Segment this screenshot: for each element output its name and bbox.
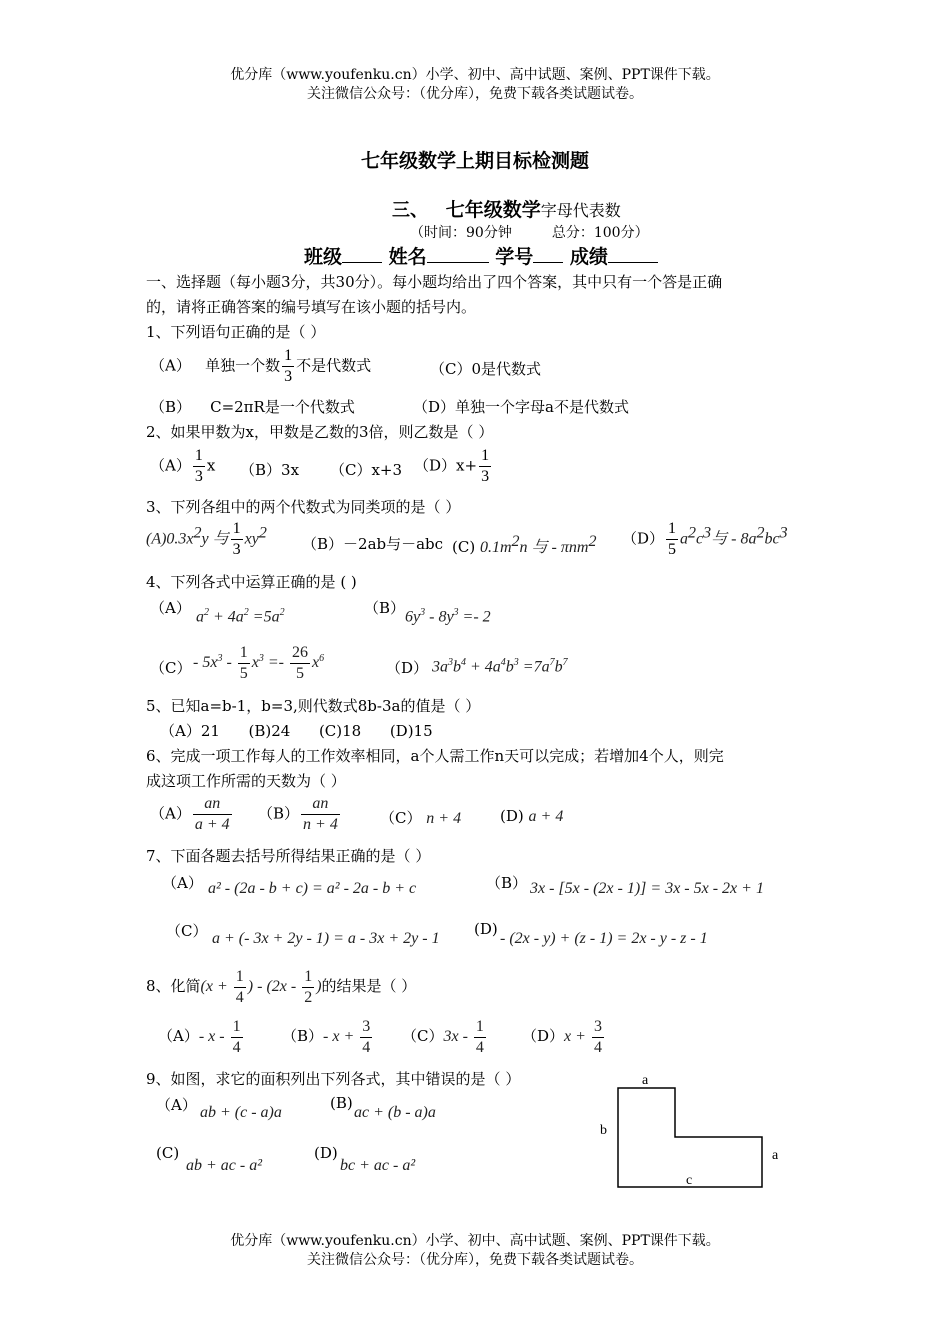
q6-b-den: n + 4 [303, 816, 338, 833]
q2-a-label: （A） [150, 456, 191, 475]
q1-a-fraction [282, 346, 294, 387]
q4-c-num2: 26 [290, 643, 310, 664]
fig-label-right: a [772, 1148, 779, 1163]
q8-a-math: - x - $\frac{1}{4}$ [198, 1018, 241, 1056]
q7-d-math: - (2x - y) + (z - 1) = 2x - y - z - 1 [500, 930, 708, 947]
q8-a-frac [231, 1017, 243, 1058]
q5-stem: 5、已知a=b-1，b=3,则代数式8b-3a的值是（ ） [146, 697, 481, 715]
q4-c-frac2 [290, 643, 310, 684]
q6-option-b[interactable] [258, 794, 342, 835]
q7-d-label[interactable]: (D) [474, 920, 498, 938]
q4-c-label[interactable]: （C） [150, 659, 192, 677]
q3-c-math: 0.1m [479, 539, 512, 556]
q8-n1b: 1 [302, 967, 314, 988]
q4-b-math: $6y^3 - 8y^3 =- 2$ [405, 607, 491, 626]
q2-option-c[interactable]: （C）x+3 [330, 461, 403, 479]
q7-a-math: a² - (2a - b + c) = a² - 2a - b + c [208, 880, 417, 897]
q8-option-d[interactable] [522, 1017, 606, 1058]
q3-a-den: 3 [232, 541, 241, 558]
q6-d-math: a + 4 [528, 808, 564, 825]
class-label: 班级 [304, 246, 343, 268]
q1-a-den: 3 [284, 368, 293, 385]
q6-stem-1: 6、完成一项工作每人的工作效率相同，a个人需工作n天可以完成；若增加4个人，则完 [146, 747, 724, 765]
q3-a-num: 1 [231, 519, 243, 540]
q6-d-label: (D) [500, 807, 524, 825]
q1-option-b[interactable]: （B） C=2πR是一个代数式 [150, 398, 355, 416]
q3-d-math: a [680, 530, 689, 548]
q2-a-fraction [193, 446, 205, 487]
page-title: 七年级数学上期目标检测题 [360, 150, 589, 172]
score-label: 成绩 [569, 246, 608, 268]
q9-b-label[interactable]: (B) [330, 1094, 353, 1112]
q3-a-math: (A)0.3x [146, 530, 194, 548]
q3-c-label: (C) [452, 538, 476, 556]
q8-c-math: 3x - $\frac{1}{4}$ [443, 1018, 484, 1056]
section-title [392, 195, 621, 222]
q8-b-frac [360, 1017, 372, 1058]
q7-c-label[interactable]: （C） [166, 922, 208, 940]
q8-option-a[interactable] [158, 1017, 245, 1058]
q8-d-label: （D） [522, 1027, 565, 1046]
q8-a-den: 4 [232, 1039, 241, 1056]
q8-option-c[interactable] [402, 1017, 488, 1058]
q2-stem: 2、如果甲数为x，甲数是乙数的3倍，则乙数是（ ） [146, 423, 494, 441]
q8-option-b[interactable] [282, 1017, 374, 1058]
footer-line-2: 关注微信公众号：（优分库），免费下载各类试题试卷。 [307, 1252, 643, 1268]
q7-stem: 7、下面各题去括号所得结果正确的是（ ） [146, 847, 431, 865]
q6-option-a[interactable] [150, 794, 234, 835]
q3-a-fraction [231, 519, 243, 560]
q6-b-label: （B） [258, 804, 300, 823]
q8-expression: (x + $\frac{1}{4}$ ) - (2x - $\frac{1}{2}$ ) [200, 968, 322, 1006]
name-label: 姓名 [388, 246, 427, 268]
q9-a-math: ab + (c - a)a [200, 1104, 282, 1121]
q2-a-den: 3 [194, 468, 203, 485]
q6-stem-2: 成这项工作所需的天数为（ ） [146, 772, 346, 790]
q1-option-c[interactable]: （C）0是代数式 [430, 360, 542, 378]
q3-d-label: （D） [622, 529, 665, 548]
q2-option-b[interactable]: （B）3x [240, 461, 300, 479]
q1-option-d[interactable]: （D）单独一个字母a不是代数式 [413, 398, 629, 416]
q4-a-math: $a^2 + 4a^2 =5a^2$ [196, 607, 285, 626]
q7-b-math: 3x - [5x - (2x - 1)] = 3x - 5x - 2x + 1 [530, 880, 764, 897]
q9-a-label[interactable]: （A） [156, 1096, 197, 1114]
q3-option-d[interactable]: （D） $\frac{1}{5}$ $a^2c^3$与 - $8a^2bc^3$ [622, 520, 788, 558]
q6-a-den: a + 4 [194, 816, 230, 833]
q6-option-c[interactable] [380, 807, 461, 828]
q2-d-fraction [479, 446, 491, 487]
q2-option-a[interactable] [150, 446, 215, 487]
q8-c-label: （C） [402, 1027, 444, 1046]
q5-options[interactable]: （A）21 (B)24 (C)18 (D)15 [160, 722, 433, 740]
section-number: 三、 [392, 200, 428, 221]
q8-d-frac [592, 1017, 604, 1058]
q9-b-math: ac + (b - a)a [354, 1104, 436, 1121]
q9-c-math: ab + ac - a² [186, 1157, 263, 1174]
q3-d-end: bc [764, 530, 780, 548]
q9-l-shape-figure [590, 1066, 790, 1196]
instructions-2: 的，请将正确答案的编号填写在该小题的括号内。 [146, 298, 477, 316]
q8-frac-2 [302, 967, 314, 1008]
name-blank[interactable] [427, 262, 489, 263]
q4-a-label[interactable]: （A） [150, 599, 191, 617]
instructions-1: 一、选择题（每小题3分，共30分）。每小题均给出了四个答案，其中只有一个答是正确 [146, 273, 723, 291]
q9-c-label[interactable]: (C) [156, 1144, 180, 1162]
q8-a-num: 1 [231, 1017, 243, 1038]
q4-c-num1: 1 [238, 643, 250, 664]
q2-d-den: 3 [481, 468, 490, 485]
footer-line-1: 优分库（www.youfenku.cn）小学、初中、高中试题、案例、PPT课件下载。 [230, 1233, 720, 1249]
q6-option-d[interactable] [500, 807, 563, 826]
q8-d2: 2 [304, 989, 313, 1006]
q6-a-fraction [193, 794, 232, 835]
q4-stem: 4、下列各式中运算正确的是 ( ) [146, 573, 357, 591]
q1-option-a[interactable] [150, 346, 371, 387]
q8-d-math: x + $\frac{3}{4}$ [564, 1018, 602, 1056]
student-info-line [304, 242, 658, 269]
q9-d-math: bc + ac - a² [340, 1157, 416, 1174]
header-line-2: 关注微信公众号：（优分库），免费下载各类试题试卷。 [307, 86, 643, 102]
fig-label-top: a [642, 1073, 649, 1088]
q4-c-den2: 5 [296, 665, 304, 682]
q2-a-post: x [206, 456, 216, 475]
q8-b-label: （B） [282, 1027, 324, 1046]
q8-c-frac [474, 1017, 486, 1058]
q6-b-num: an [301, 794, 340, 815]
id-blank[interactable] [533, 262, 563, 263]
header-line-1: 优分库（www.youfenku.cn）小学、初中、高中试题、案例、PPT课件下载。 [230, 67, 720, 83]
q9-d-label[interactable]: (D) [314, 1144, 338, 1162]
q8-b-math: - x + $\frac{3}{4}$ [323, 1018, 371, 1056]
q8-stem-pre: 8、化简 [146, 977, 201, 996]
q3-option-b[interactable]: （B）－2ab与－abc [302, 535, 444, 553]
q3-c-mid: n 与 - πnm [519, 539, 589, 556]
class-blank[interactable] [342, 262, 382, 263]
q3-d-num: 1 [666, 519, 678, 540]
q3-d-den: 5 [668, 541, 677, 558]
fig-label-bottom: c [686, 1173, 693, 1188]
section-bold: 七年级数学 [445, 199, 541, 221]
q8-a-label: （A） [158, 1027, 199, 1046]
q4-c-frac1 [238, 643, 250, 684]
q3-stem: 3、下列各组中的两个代数式为同类项的是（ ） [146, 498, 461, 516]
q8-c-den: 4 [475, 1039, 484, 1056]
q9-stem: 9、如图，求它的面积列出下列各式，其中错误的是（ ） [146, 1070, 521, 1088]
q3-d-fraction [666, 519, 678, 560]
q2-d-label: （D）x+ [414, 456, 478, 475]
q8-c-num: 1 [474, 1017, 486, 1038]
q6-a-num: an [193, 794, 232, 815]
q6-b-fraction [301, 794, 340, 835]
q8-d-den: 4 [593, 1039, 602, 1056]
q3-a-post: xy [244, 530, 259, 548]
q3-option-c[interactable]: (C) $0.1m^2n$ 与 - πnm$^2$ [452, 533, 597, 556]
q8-d-num: 3 [592, 1017, 604, 1038]
q1-a-post: 不是代数式 [296, 356, 372, 375]
q7-c-math: a + (- 3x + 2y - 1) = a - 3x + 2y - 1 [212, 930, 440, 947]
q8-b-num: 3 [360, 1017, 372, 1038]
q1-a-num: 1 [282, 346, 294, 367]
q4-c-math: - $5x^3$ - $\frac{1}{5}$ $x^3$ =- $\frac{26}{5}$ $x^6$ [193, 644, 325, 682]
q2-a-num: 1 [193, 446, 205, 467]
q3-a-mid: y 与 [201, 530, 229, 548]
q6-a-label: （A） [150, 804, 191, 823]
q6-c-label: （C） [380, 809, 422, 827]
id-label: 学号 [495, 246, 534, 268]
fig-label-left: b [600, 1123, 607, 1138]
q3-option-a[interactable]: $(A)0.3x^2y$ 与 $\frac{1}{3}$ $xy^2$ [146, 520, 267, 558]
q4-d-label[interactable]: （D） [386, 659, 429, 677]
q2-option-d[interactable] [414, 446, 493, 487]
q4-d-math: $3a^3b^4 + 4a^4b^3 =7a^7b^7$ [432, 657, 568, 676]
q8-d4: 4 [235, 989, 244, 1006]
q8-frac-1 [234, 967, 246, 1008]
section-rest: 字母代表数 [540, 201, 621, 220]
q1-a-text: （A） 单独一个数 [150, 356, 281, 375]
q3-d-mid: c [696, 530, 704, 548]
q7-a-label[interactable]: （A） [162, 874, 203, 892]
time-info: （时间：90分钟 总分：100分） [410, 225, 649, 241]
q8-b-den: 4 [362, 1039, 371, 1056]
q8-n1: 1 [234, 967, 246, 988]
q7-b-label[interactable]: （B） [486, 874, 528, 892]
q4-b-label[interactable]: （B） [364, 599, 406, 617]
q4-c-den1: 5 [239, 665, 248, 682]
q8-stem [146, 967, 416, 1008]
q1-stem: 1、下列语句正确的是（ ） [146, 323, 326, 341]
q2-d-num: 1 [479, 446, 491, 467]
q3-d-post: 与 - 8a [711, 530, 757, 548]
q6-c-math: n + 4 [426, 810, 462, 827]
score-blank[interactable] [608, 262, 658, 263]
q8-stem-post: 的结果是（ ） [321, 977, 417, 996]
